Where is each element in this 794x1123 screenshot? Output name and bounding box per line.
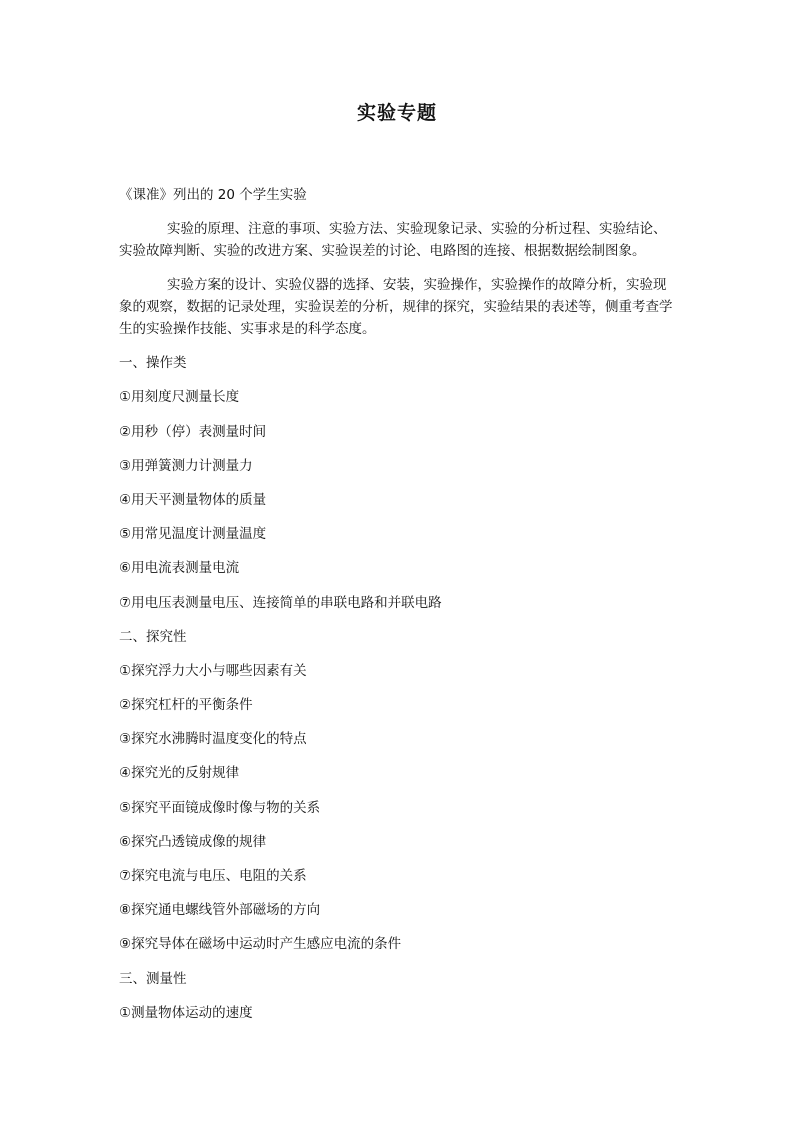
- section-list: [119, 660, 679, 956]
- section-heading: 三、测量性: [119, 970, 187, 987]
- list-item: ③探究水沸腾时温度变化的特点: [119, 731, 307, 748]
- list-item: ①测量物体运动的速度: [119, 1004, 253, 1021]
- section-list: [119, 386, 679, 613]
- page-title: 实验专题: [356, 102, 437, 124]
- list-item: ②探究杠杆的平衡条件: [119, 697, 253, 714]
- intro-heading: 《课准》列出的 20 个学生实验: [119, 187, 307, 203]
- list-item: ⑤探究平面镜成像时像与物的关系: [119, 799, 321, 816]
- list-item: ⑨探究导体在磁场中运动时产生感应电流的条件: [119, 936, 402, 953]
- list-item: ⑥用电流表测量电流: [119, 560, 240, 577]
- list-item: ③用弹簧测力计测量力: [119, 457, 253, 474]
- section-inquiry: [119, 626, 679, 956]
- paragraph-2: 实验方案的设计、实验仪器的选择、安装，实验操作，实验操作的故障分析，实验现象的观察，数据的记录处理，实验误差的分析，规律的探究，实验结果的表述等，侧重考查学生的实验操作技能、实事求是的科学态度。: [119, 277, 673, 337]
- list-item: ②用秒（停）表测量时间: [119, 423, 267, 440]
- list-item: ④用天平测量物体的质量: [119, 491, 267, 508]
- list-item: ⑥探究凸透镜成像的规律: [119, 833, 267, 850]
- section-list: [119, 1002, 679, 1024]
- list-item: ⑤用常见温度计测量温度: [119, 526, 267, 543]
- list-item: ①用刻度尺测量长度: [119, 389, 240, 406]
- section-heading: 二、探究性: [119, 628, 187, 645]
- list-item: ④探究光的反射规律: [119, 765, 240, 782]
- list-item: ①探究浮力大小与哪些因素有关: [119, 662, 307, 679]
- paragraph-1: 实验的原理、注意的事项、实验方法、实验现象记录、实验的分析过程、实验结论、实验故障判断、实验的改进方案、实验误差的讨论、电路图的连接、根据数据绘制图象。: [119, 221, 667, 259]
- section-operation: [119, 352, 679, 613]
- document-body: [119, 184, 679, 1024]
- list-item: ⑦探究电流与电压、电阻的关系: [119, 868, 307, 884]
- section-measurement: [119, 968, 679, 1024]
- section-heading: 一、操作类: [119, 355, 187, 372]
- list-item: ⑦用电压表测量电压、连接简单的串联电路和并联电路: [119, 594, 442, 611]
- list-item: ⑧探究通电螺线管外部磁场的方向: [119, 902, 321, 919]
